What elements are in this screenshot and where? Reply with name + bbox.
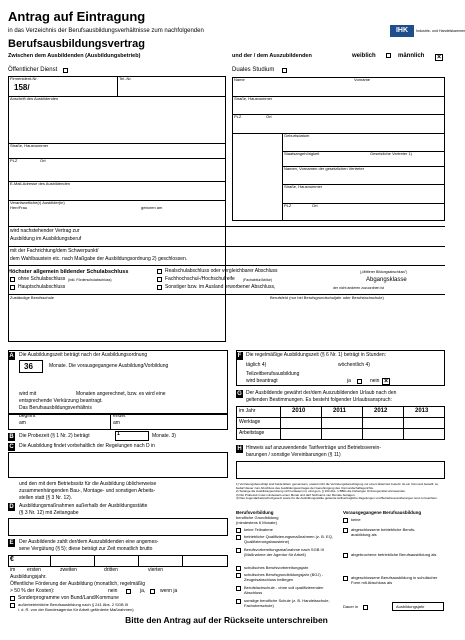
prior-none-checkbox[interactable] <box>236 528 241 533</box>
end-am-label: am <box>113 420 120 426</box>
year-1-label: ersten <box>27 567 41 573</box>
funding-label-2: > 50 % der Kosten): <box>10 588 55 594</box>
contract-title: Berufsausbildungsvertrag <box>8 38 145 50</box>
prior-title: Berufsvorbildung <box>236 510 274 515</box>
trainee-city-label: Ort <box>266 114 272 119</box>
section-a-text-1: Die Ausbildungszeit beträgt nach der Ausbildungsordnung <box>19 352 148 358</box>
sonstiger-checkbox[interactable] <box>157 285 162 290</box>
and-trainee-label: und der / dem Auszubildenden <box>232 53 312 59</box>
duration-months-value[interactable]: 36 <box>24 362 33 371</box>
year-label: im Jahr <box>239 408 256 414</box>
rep-street-label: Straße, Hausnummer <box>284 184 323 189</box>
prev-none-checkbox[interactable] <box>343 518 348 523</box>
section-a-text-5: entsprechende Verkürzung beantragt. <box>19 398 103 404</box>
trainer-box <box>8 76 226 342</box>
fachhochschul-checkbox[interactable] <box>157 277 162 282</box>
prev-title: Vorausgegangene Berufsausbildung <box>343 510 422 515</box>
responsible-label: Verantwortliche(r) Ausbilder(in) <box>10 200 65 205</box>
no-degree-label: ohne Schulabschluss <box>18 276 66 282</box>
ihk-logo: IHK <box>390 25 414 37</box>
prior-bgj-label: schulisches Berufsgrundbildungsjahr (BGJ) - Zeugnisabschluss beiliegen <box>244 572 324 582</box>
prev-abg3-label: abgebrochene betriebliche Berufsausbildung als <box>351 552 437 557</box>
probation-field[interactable] <box>115 431 149 441</box>
section-a-text-4: Monaten angerechnet, bzw. es wird eine <box>76 391 166 397</box>
parttime-requested-label: wird beantragt <box>246 378 278 384</box>
prior-subtitle: berufliche Grundbildung <box>236 515 279 520</box>
prev-abg4-checkbox[interactable] <box>343 576 348 581</box>
year-5-label: Ausbildungsjahr. <box>10 574 47 580</box>
prior-bfs-label: Berufsfachschule - ohne voll qualifizierenden Abschluss <box>244 585 324 595</box>
ausserbetr-label: außerbetriebliche Berufsausbildung nach § 241 Abs. 2 SGB III <box>18 602 129 607</box>
euro-symbol: € <box>10 556 14 563</box>
realschule-note: („Mittlerer Bildungsabschluss") <box>360 270 408 274</box>
section-a-text-3: wird mit <box>19 391 37 397</box>
trainee-street-label: Straße, Hausnummer <box>234 96 273 101</box>
rep-zip-label: PLZ <box>284 203 292 208</box>
phone-label: Tel.-Nr. <box>119 76 132 81</box>
prior-bgj-checkbox[interactable] <box>236 573 241 578</box>
werktage-label: Werktage <box>239 419 261 425</box>
funding-no-label: nein <box>108 588 118 594</box>
section-a-label: A <box>9 353 14 359</box>
section-d-label: D <box>9 504 14 510</box>
prior-sonstige-checkbox[interactable] <box>236 599 241 604</box>
company-no-value[interactable]: 158/ <box>14 83 30 92</box>
prior-bvj-label: schulisches Berufsvorbereitungsjahr <box>244 565 309 570</box>
male-checkbox[interactable]: × <box>436 54 442 61</box>
section-d-text: Ausbildungsmaßnahmen außerhalb der Ausbildungsstätte <box>19 503 148 509</box>
begin-label: beginnt <box>19 413 36 419</box>
footnote-2: 2) Solange die Ausbildungsordnung nicht erlassen ist, sind gem. § 104 Abs. 1 BBiG die bisherigen Ordnungsmittel anzuwenden. <box>236 489 406 494</box>
section-c-text-4: stellen statt (§ 3 Nr. 12). <box>19 495 73 501</box>
street-label: Straße, Hausnummer <box>10 143 49 148</box>
year-2013: 2013 <box>415 408 429 414</box>
footnotes <box>236 483 445 501</box>
funding-yes-label: ja, <box>140 588 146 594</box>
year-2-label: zweiten <box>60 567 77 573</box>
weekly-label: wöchentlich 4) <box>338 362 370 368</box>
abgangsklasse-label: Abgangsklasse <box>366 277 407 283</box>
funding-no-checkbox[interactable] <box>126 589 131 594</box>
first-name-label: Vorname <box>354 77 371 82</box>
section-b-text: Die Probezeit (§ 1 Nr. 2) beträgt <box>19 433 90 439</box>
section-c-text-2: und den mit dem Betriebssitz für die Ausbildung üblicherweise <box>19 481 157 487</box>
ausserbetr-checkbox[interactable] <box>10 603 15 608</box>
section-a-text-2: Monate. Die vorausgegangene Ausbildung/Vorbildung <box>49 363 169 369</box>
sonstiger-label: Sonstiger bzw. im Ausland erworbener Abschluss, <box>165 284 276 290</box>
prior-subtitle-2: (mindestens 6 Monate) <box>236 520 277 525</box>
parttime-no-checkbox[interactable]: × <box>383 378 389 385</box>
realschule-label: Realschulabschluss oder vergleichbarer Abschluss <box>165 268 278 274</box>
public-service-label: Öffentlicher Dienst <box>8 67 58 73</box>
funding-label: Öffentliche Förderung der Ausbildung (monatlich, regelmäßig <box>10 581 145 587</box>
funding-if-label: wenn ja <box>160 588 178 594</box>
section-g-text-2: geltenden Bestimmungen. Es besteht folgender Urlaubsanspruch: <box>246 397 392 403</box>
parttime-label: Teilzeitberufsausbildung <box>246 371 300 377</box>
footnote-4: 4) Das Jugendarbeitsschutzgesetz sowie für die Ausbildungsstätte geltende tarifvertragliche Regelungen und Betriebsvereinbarungen sind zu beachten. <box>236 496 438 501</box>
contract-line-3: mit der Fachrichtung/dem Schwerpunkt/ <box>10 248 99 254</box>
fachhochschul-note: (Fachabitur/Abitur) <box>243 278 272 282</box>
section-b-months: Monate. 3) <box>152 433 176 439</box>
year-4-label: vierten <box>148 567 164 573</box>
footer-note: Bitte den Antrag auf der Rückseite unterschreiben <box>125 615 328 625</box>
section-c-text: Die Ausbildung findet vorbehaltlich der Regelungen nach D in <box>19 443 155 449</box>
hauptschule-label: Hauptschulabschluss <box>18 284 66 290</box>
funding-yes-checkbox[interactable] <box>150 589 155 594</box>
contract-line-1: wird nachstehender Vertrag zur <box>10 228 80 234</box>
prior-bfs-checkbox[interactable] <box>236 586 241 591</box>
probation-value: 1 <box>117 431 120 437</box>
zip-label: PLZ <box>10 158 18 163</box>
section-c-label: C <box>9 444 14 450</box>
daily-label: täglich 4) <box>246 362 267 368</box>
end-label: endet <box>113 413 126 419</box>
contract-line-4: dem Wahlbaustein etc. nach Maßgabe der Ausbildungsordnung 2) geschlossen. <box>10 256 188 262</box>
prev-abg-label-2: ausbildung als <box>351 532 377 537</box>
trainee-zip-label: PLZ <box>234 114 242 119</box>
page-subtitle: in das Verzeichnis der Berufsausbildungsverhältnisse zum nachfolgenden <box>8 28 204 34</box>
email-label: E-Mail-Adresse des Ausbildenden <box>10 181 71 186</box>
born-label: geboren am <box>141 205 163 210</box>
prior-sonstige-label: sonstige berufliche Schule (z. B. Handelsschule, Fachoberschule) <box>244 598 330 608</box>
dual-study-checkbox[interactable] <box>282 68 287 73</box>
berufsschule-label: Zuständige Berufsschule <box>10 295 55 300</box>
section-b-label: B <box>9 434 14 440</box>
city-label: Ort <box>40 158 46 163</box>
names-rep-label: Namen, Vornamen der gesetzlichen Vertreter <box>284 166 365 171</box>
section-e-label: E <box>9 540 14 546</box>
birth-date-label: Geburtsdatum <box>284 133 310 138</box>
prior-none-label: keine Teilnahme <box>244 527 273 532</box>
prior-betrieb-checkbox[interactable] <box>236 535 241 540</box>
nationality-label: Staatsangehörigkeit <box>284 151 320 156</box>
sonder-checkbox[interactable] <box>10 596 15 601</box>
prev-abg3-checkbox[interactable] <box>343 553 348 558</box>
female-checkbox[interactable] <box>386 53 391 58</box>
prev-abg-label: abgeschlossene betriebliche Berufs- <box>351 527 416 532</box>
arbeitstage-label: Arbeitstage <box>239 430 265 436</box>
legal-rep-label: Gesetzliche Vertreter 1) <box>370 151 413 156</box>
contract-line-2: Ausbildung im Ausbildungsberuf <box>10 236 82 242</box>
year-2011: 2011 <box>333 408 347 414</box>
section-h-text: Hinweis auf anzuwendende Tarifverträge und Betriebsverein- <box>246 445 381 451</box>
prior-bvb-label: Berufsvorbereitungsmaßnahme nach SGB III (Maßnahme der Agentur für Arbeit) <box>244 547 324 557</box>
female-label: weiblich <box>352 53 376 59</box>
prior-bvb-checkbox[interactable] <box>236 548 241 553</box>
section-c-text-3: zusammenhängenden Bau-, Montage- und sonstigen Arbeits- <box>19 488 156 494</box>
section-d-text-2: (§ 3 Nr. 12) mit Zeitangabe <box>19 510 79 516</box>
between-label: Zwischen dem Ausbildenden (Ausbildungsbetrieb) <box>8 53 141 59</box>
prev-dauer-checkbox[interactable] <box>363 605 368 610</box>
section-h-text-2: barungen / sonstige Vereinbarungen (§ 11) <box>246 452 341 458</box>
no-degree-checkbox[interactable] <box>10 277 15 282</box>
realschule-checkbox[interactable] <box>157 269 162 274</box>
prior-bvj-checkbox[interactable] <box>236 566 241 571</box>
school-highest-label: Höchster allgemein bildender Schulabschluss <box>8 269 129 275</box>
section-e-text: Der Ausbildende zahlt der/dem Auszubildenden eine angemes- <box>19 539 159 545</box>
mr-mrs-label: Herr/Frau <box>10 205 28 210</box>
public-service-checkbox[interactable] <box>63 68 68 73</box>
section-g-text: Der Ausbildende gewährt der/dem Auszubildenden Urlaub nach den <box>246 390 397 396</box>
prev-jahr-label: Ausbildungsjahr <box>396 604 425 609</box>
section-a-text-6: Das Berufsausbildungsverhältnis <box>19 405 92 411</box>
year-2010: 2010 <box>292 408 306 414</box>
section-f-text: Die regelmäßige Ausbildungszeit (§ 6 Nr. 1) beträgt in Stunden: <box>246 352 387 358</box>
company-no-label: Firmenident-Nr. <box>10 76 38 81</box>
rep-city-label: Ort <box>312 203 318 208</box>
male-label: männlich <box>398 53 425 59</box>
section-f-label: F <box>237 353 242 359</box>
section-h-label: H <box>237 446 242 452</box>
prev-abg4-label: abgeschlossene Berufsausbildung in schulischer Form mit Abschluss als <box>351 575 438 585</box>
parttime-no-label: nein <box>370 378 380 384</box>
footnote-3: 3) Die Probezeit muss mindestens einen Monat und darf höchstens vier Monate betragen. <box>236 492 356 497</box>
hauptschule-checkbox[interactable] <box>10 285 15 290</box>
footnote-1: 1) Vertretungsberechtigt sind beide Eltern gemeinsam, soweit nicht die Vertretungsberechtigung nur einem Elternteil zusteht. Ist ein Vormund bestellt, so bedarf dieser zum Abschluss des Ausbildungsvertrages der Genehmigung des Vormundschaftsgerichts. <box>236 482 439 490</box>
prev-dauer-label: Dauer in <box>343 604 359 609</box>
ausserbetr-label-2: i. d. R. von der Bundesagentur für Arbeit geförderte Maßnahmen) <box>18 607 134 612</box>
ihk-text: Industrie- und Handelskammer <box>416 29 465 33</box>
name-label: Name <box>234 77 245 82</box>
page-title: Antrag auf Eintragung <box>8 9 146 24</box>
section-e-text-2: sene Vergütung (§ 5); diese beträgt zur Zeit monatlich brutto <box>19 546 153 552</box>
berufsfeld-label: Berufsfeld (nur bei Berufsgrundschuljahr oder Berufsfachschule) <box>270 295 384 300</box>
section-g-label: G <box>237 391 242 397</box>
no-degree-note: (inkl. Förderschulabschluss) <box>68 278 112 282</box>
sonstiger-note: der nicht anderen zuzuordnen ist <box>333 286 384 290</box>
year-2012: 2012 <box>374 408 388 414</box>
year-3-label: dritten <box>104 567 118 573</box>
trainer-address-label: Anschrift des Ausbildenden <box>10 96 59 101</box>
parttime-yes-label: ja <box>347 378 351 384</box>
fachhochschul-label: Fachhochschul-/Hochschulreife <box>165 276 235 282</box>
prev-abg-checkbox[interactable] <box>343 528 348 533</box>
dual-study-label: Duales Studium <box>232 67 275 73</box>
begin-am-label: am <box>19 420 26 426</box>
sonder-label: Sonderprogramme von Bund/Land/Kommune <box>18 595 119 601</box>
prev-none-label: keine <box>351 517 361 522</box>
prior-betrieb-label: betriebliche Qualifizierungsmaßnahmen (z. B. EQ, Qualifizierungsbausteine) <box>244 534 333 544</box>
year-1-prefix: im <box>10 567 16 573</box>
